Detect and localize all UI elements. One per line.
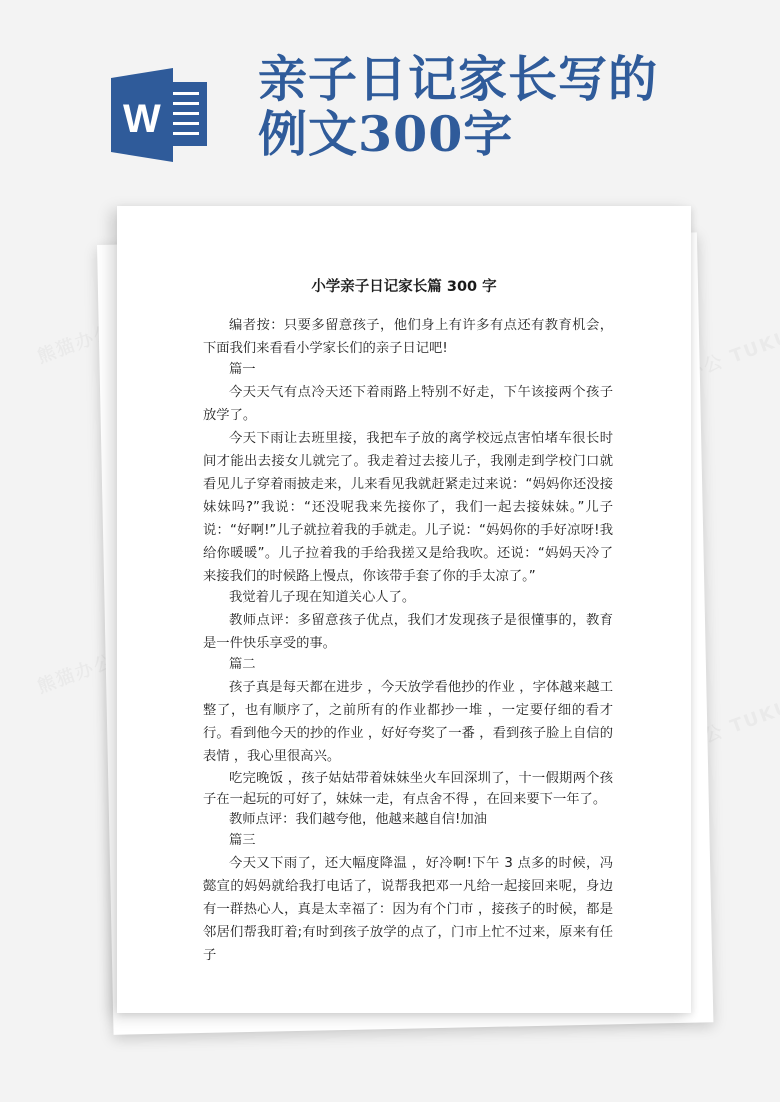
word-document-icon	[109, 66, 209, 164]
paragraph: 吃完晚饭 ，孩子姑姑带着妹妹坐火车回深圳了，十一假期两个孩子在一起玩的可好了，妹妹一走，有点舍不得 ，在回来要下一年了。	[203, 771, 613, 807]
paragraph: 我觉着儿子现在知道关心人了。	[229, 590, 416, 605]
document-body	[203, 314, 613, 967]
banner-title-line-1: 亲子日记家长写的	[258, 50, 659, 108]
paragraph: 今天又下雨了，还大幅度降温 ，好冷啊!下午 3 点多的时候，冯懿宣的妈妈就给我打电话了，说帮我把邓一凡给一起接回来呢，身边有一群热心人，真是太幸福了：因为有个门市 ，接孩子的时候，都是邻居们帮我盯着;有时到孩子放学的点了，门市上忙不过来，原来有任子	[203, 856, 613, 963]
document-page	[117, 206, 691, 1013]
paragraph: 今天天气有点冷天还下着雨路上特别不好走，下午该接两个孩子放学了。	[203, 385, 613, 423]
paragraph: 孩子真是每天都在进步 ，今天放学看他抄的作业 ，字体越来越工整了，也有顺序了，之前所有的作业都抄一堆 ，一定要仔细的看才行。看到他今天的抄的作业 ，好好夸奖了一番 ，看到孩子脸上自信的表情 ，我心里很高兴。	[203, 680, 613, 764]
section-heading-2: 篇二	[229, 657, 256, 672]
paragraph: 今天下雨让去班里接，我把车子放的离学校远点害怕堵车很长时间才能出去接女儿就完了。我走着过去接儿子，我刚走到学校门口就看见儿子穿着雨披走来，儿来看见我就赶紧走过来说：“妈妈你还没接妹妹吗?”我说：“还没呢我来先接你了，我们一起去接妹妹。”儿子说：“好啊!”儿子就拉着我的手就走。儿子说：“妈妈你的手好凉呀!我给你暖暖”。儿子拉着我的手给我搓又是给我吹。还说：“妈妈天冷了来接我们的时候路上慢点，你该带手套了你的手太凉了。”	[203, 431, 613, 584]
svg-text:W: W	[123, 97, 161, 141]
document-title: 小学亲子日记家长篇 300 字	[311, 279, 497, 295]
section-heading-1: 篇一	[229, 362, 256, 377]
banner-title	[258, 52, 758, 162]
paragraph-teacher-comment: 教师点评：我们越夸他，他越来越自信!加油	[229, 812, 487, 827]
section-heading-3: 篇三	[229, 833, 256, 848]
paragraph-teacher-comment: 教师点评：多留意孩子优点，我们才发现孩子是很懂事的，教育是一件快乐享受的事。	[203, 613, 613, 651]
paragraph-editor-note: 编者按：只要多留意孩子，他们身上有许多有点还有教育机会，下面我们来看看小学家长们的亲子日记吧!	[203, 318, 613, 356]
banner-title-line-2: 例文300字	[258, 105, 514, 163]
